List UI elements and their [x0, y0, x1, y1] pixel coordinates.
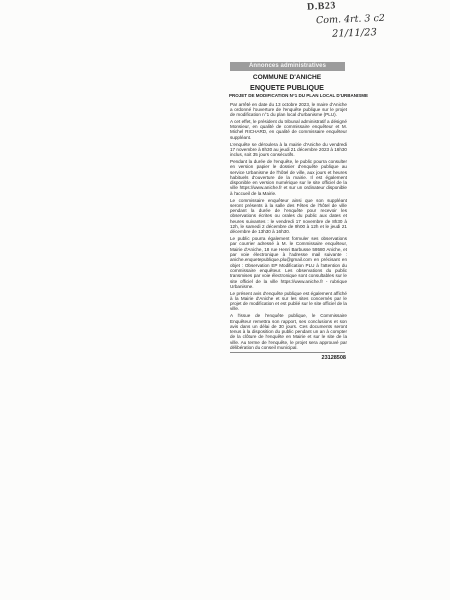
notice-paragraph: Le présent avis d'enquête publique est également affiché à la Mairie d'Aniche et sur les sites concernés par le projet de modification et est publié sur le site officiel de la ville.: [230, 290, 347, 312]
notice-paragraph: Le commissaire enquêteur ainsi que son suppléant seront présents à la salle des Fêtes de l'hôtel de ville pendant la durée de l'enquête pour recevoir les observations écrites ou orales du public aux dates et heures suivantes : le vendredi 17 novembre de 8h30 à 12h, le samedi 2 décembre de 9h00 à 12h et le jeudi 21 décembre de 13h30 à 16h30.: [230, 197, 347, 235]
notice-paragraph: Pendant la durée de l'enquête, le public pourra consulter en version papier le dossier d'enquête publique au service Urbanisme de l'hôtel de ville, aux jours et heures habituels d'ouverture de la mairie. Il est également disponible en version numérique sur le site officiel de la ville https://www.aniche.fr et sur un ordinateur disponible à l'accueil de la Mairie.: [230, 158, 347, 196]
notice-paragraph: L'enquête se déroulera à la mairie d'Aniche du vendredi 17 novembre à 8h30 au jeudi 21 décembre 2023 à 16h30 inclus, soit 35 jours consécutifs.: [230, 141, 347, 158]
notice-heading: ENQUETE PUBLIQUE: [250, 83, 324, 92]
handwritten-note-line-1: Com. 4rt. 3 c2: [315, 12, 386, 27]
section-rubric: Annonces administratives: [230, 62, 345, 71]
receipt-stamp: D.B23: [306, 0, 337, 13]
commune-name: COMMUNE D'ANICHE: [252, 74, 322, 81]
notice-subheading: PROJET DE MODIFICATION N°1 DU PLAN LOCAL D'URBANISME: [229, 93, 368, 98]
notice-paragraph: Par arrêté en date du 13 octobre 2023, le maire d'Aniche a ordonné l'ouverture de l'enquête publique sur le projet de modification n°1 du plan local d'urbanisme (PLU).: [230, 101, 347, 118]
ad-reference-number: 23128508: [321, 354, 346, 361]
notice-body: [229, 102, 349, 351]
notice-paragraph: Le public pourra également formuler ses observations par courrier adressé à M. le Commissaire enquêteur, Mairie d'Aniche, 18 rue Henri Barbusse 59580 Aniche, et par voie électronique à l'adresse mail suivante : aniche.enquetepublique.plu@gmail.com en précisant en objet : Observation EP Modification PLU à l'attention du commissaire enquêteur. Les observations du public transmises par voie électronique sont consultables sur le site officiel de la ville https://www.aniche.fr - rubrique Urbanisme.: [230, 236, 347, 289]
newspaper-clipping: [229, 61, 368, 590]
notice-paragraph: A cet effet, le président du tribunal administratif a désigné Monsieur, en qualité de commissaire enquêteur et M. Michel RICHARD, en qualité de commissaire enquêteur suppléant.: [230, 118, 347, 140]
divider: [230, 352, 345, 353]
notice-paragraph: A l'issue de l'enquête publique, le Commissaire Enquêteur remettra son rapport, ses conclusions et son avis dans un délai de 30 jours. Ces documents seront tenus à la disposition du public pendant un an à compter de la clôture de l'enquête en Mairie et sur le site de la ville. Au terme de l'enquête, le projet sera approuvé par délibération du conseil municipal.: [230, 313, 347, 351]
handwritten-date: 21/11/23: [331, 27, 378, 40]
